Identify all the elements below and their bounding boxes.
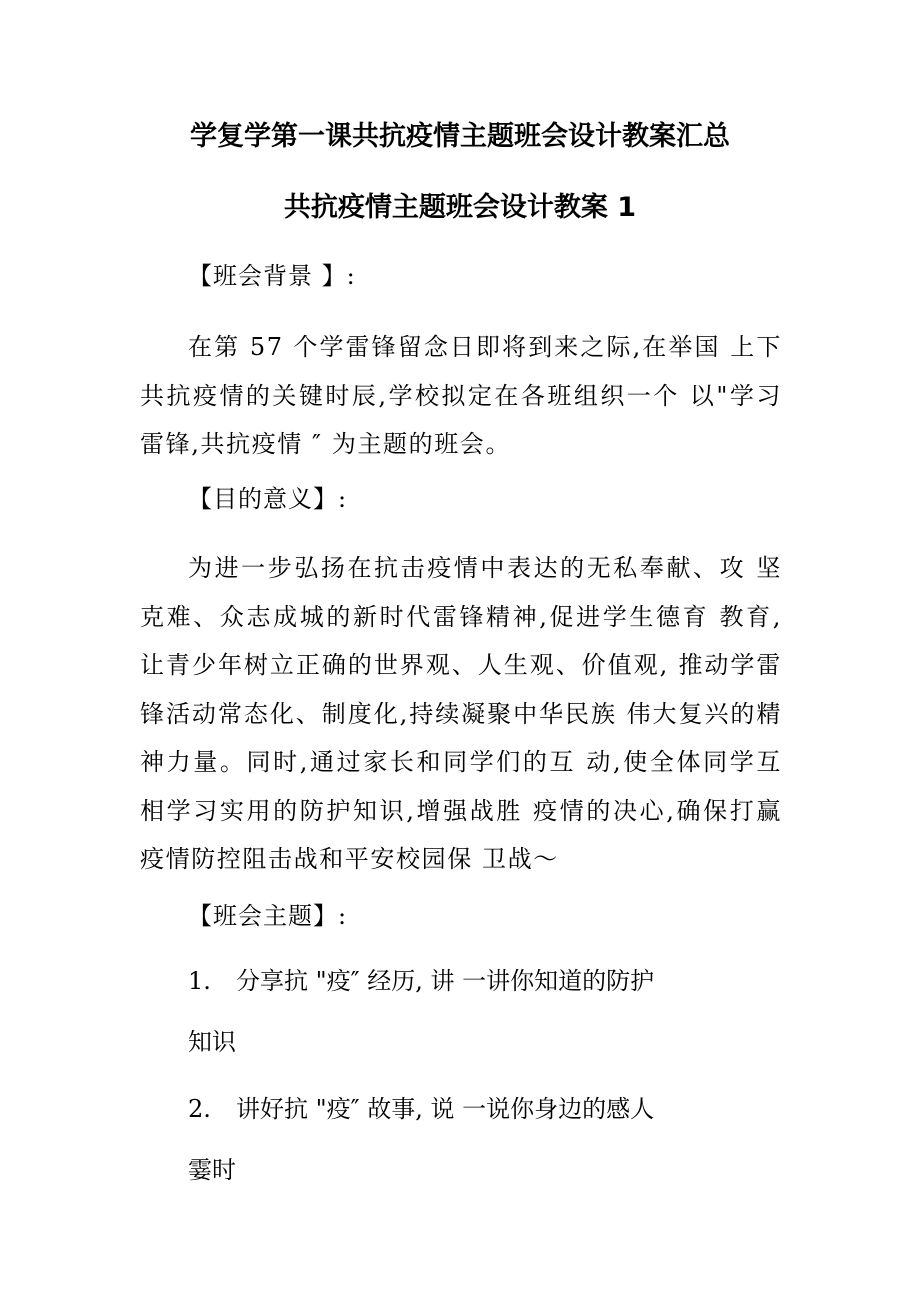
background-heading: 【班会背景 】: <box>188 262 356 290</box>
theme-item-1-continuation: 知识 <box>188 1028 236 1056</box>
document-subtitle: 共抗疫情主题班会设计教案 1 <box>283 192 637 223</box>
background-paragraph: 在第 57 个学雷锋留念日即将到来之际,在举国 上下共抗疫情的关键时辰,学校拟定在各班组织一个 以"学习雷锋,共抗疫情 ″ 为主题的班会。 <box>140 333 782 458</box>
theme-item-2-text: 讲好抗 "疫″ 故事, 说 一说你身边的感人 <box>236 1095 655 1123</box>
theme-item-1 <box>188 965 654 997</box>
theme-item-1-number: 1. <box>188 967 211 995</box>
purpose-paragraph: 为进一步弘扬在抗击疫情中表达的无私奉献、攻 坚克难、众志成城的新时代雷锋精神,促进学生德育 教育,让青少年树立正确的世界观、人生观、价值观, 推动学雷锋活动常态化、制度化,持续凝聚中华民族 伟大复兴的精神力量。同时,通过家长和同学们的互 动,使全体同学互相学习实用的防护知识,增强战胜 疫情的决心,确保打赢疫情防控阻击战和平安校园保 卫战～ <box>140 554 782 873</box>
theme-item-2 <box>188 1093 654 1125</box>
theme-item-2-continuation: 霎时 <box>188 1156 236 1184</box>
document-title: 学复学第一课共抗疫情主题班会设计教案汇总 <box>190 121 730 152</box>
purpose-heading: 【目的意义】: <box>188 485 348 513</box>
theme-item-1-text: 分享抗 "疫″ 经历, 讲 一讲你知道的防护 <box>236 967 655 995</box>
theme-heading: 【班会主题】: <box>188 902 348 930</box>
theme-item-2-number: 2. <box>188 1095 211 1123</box>
